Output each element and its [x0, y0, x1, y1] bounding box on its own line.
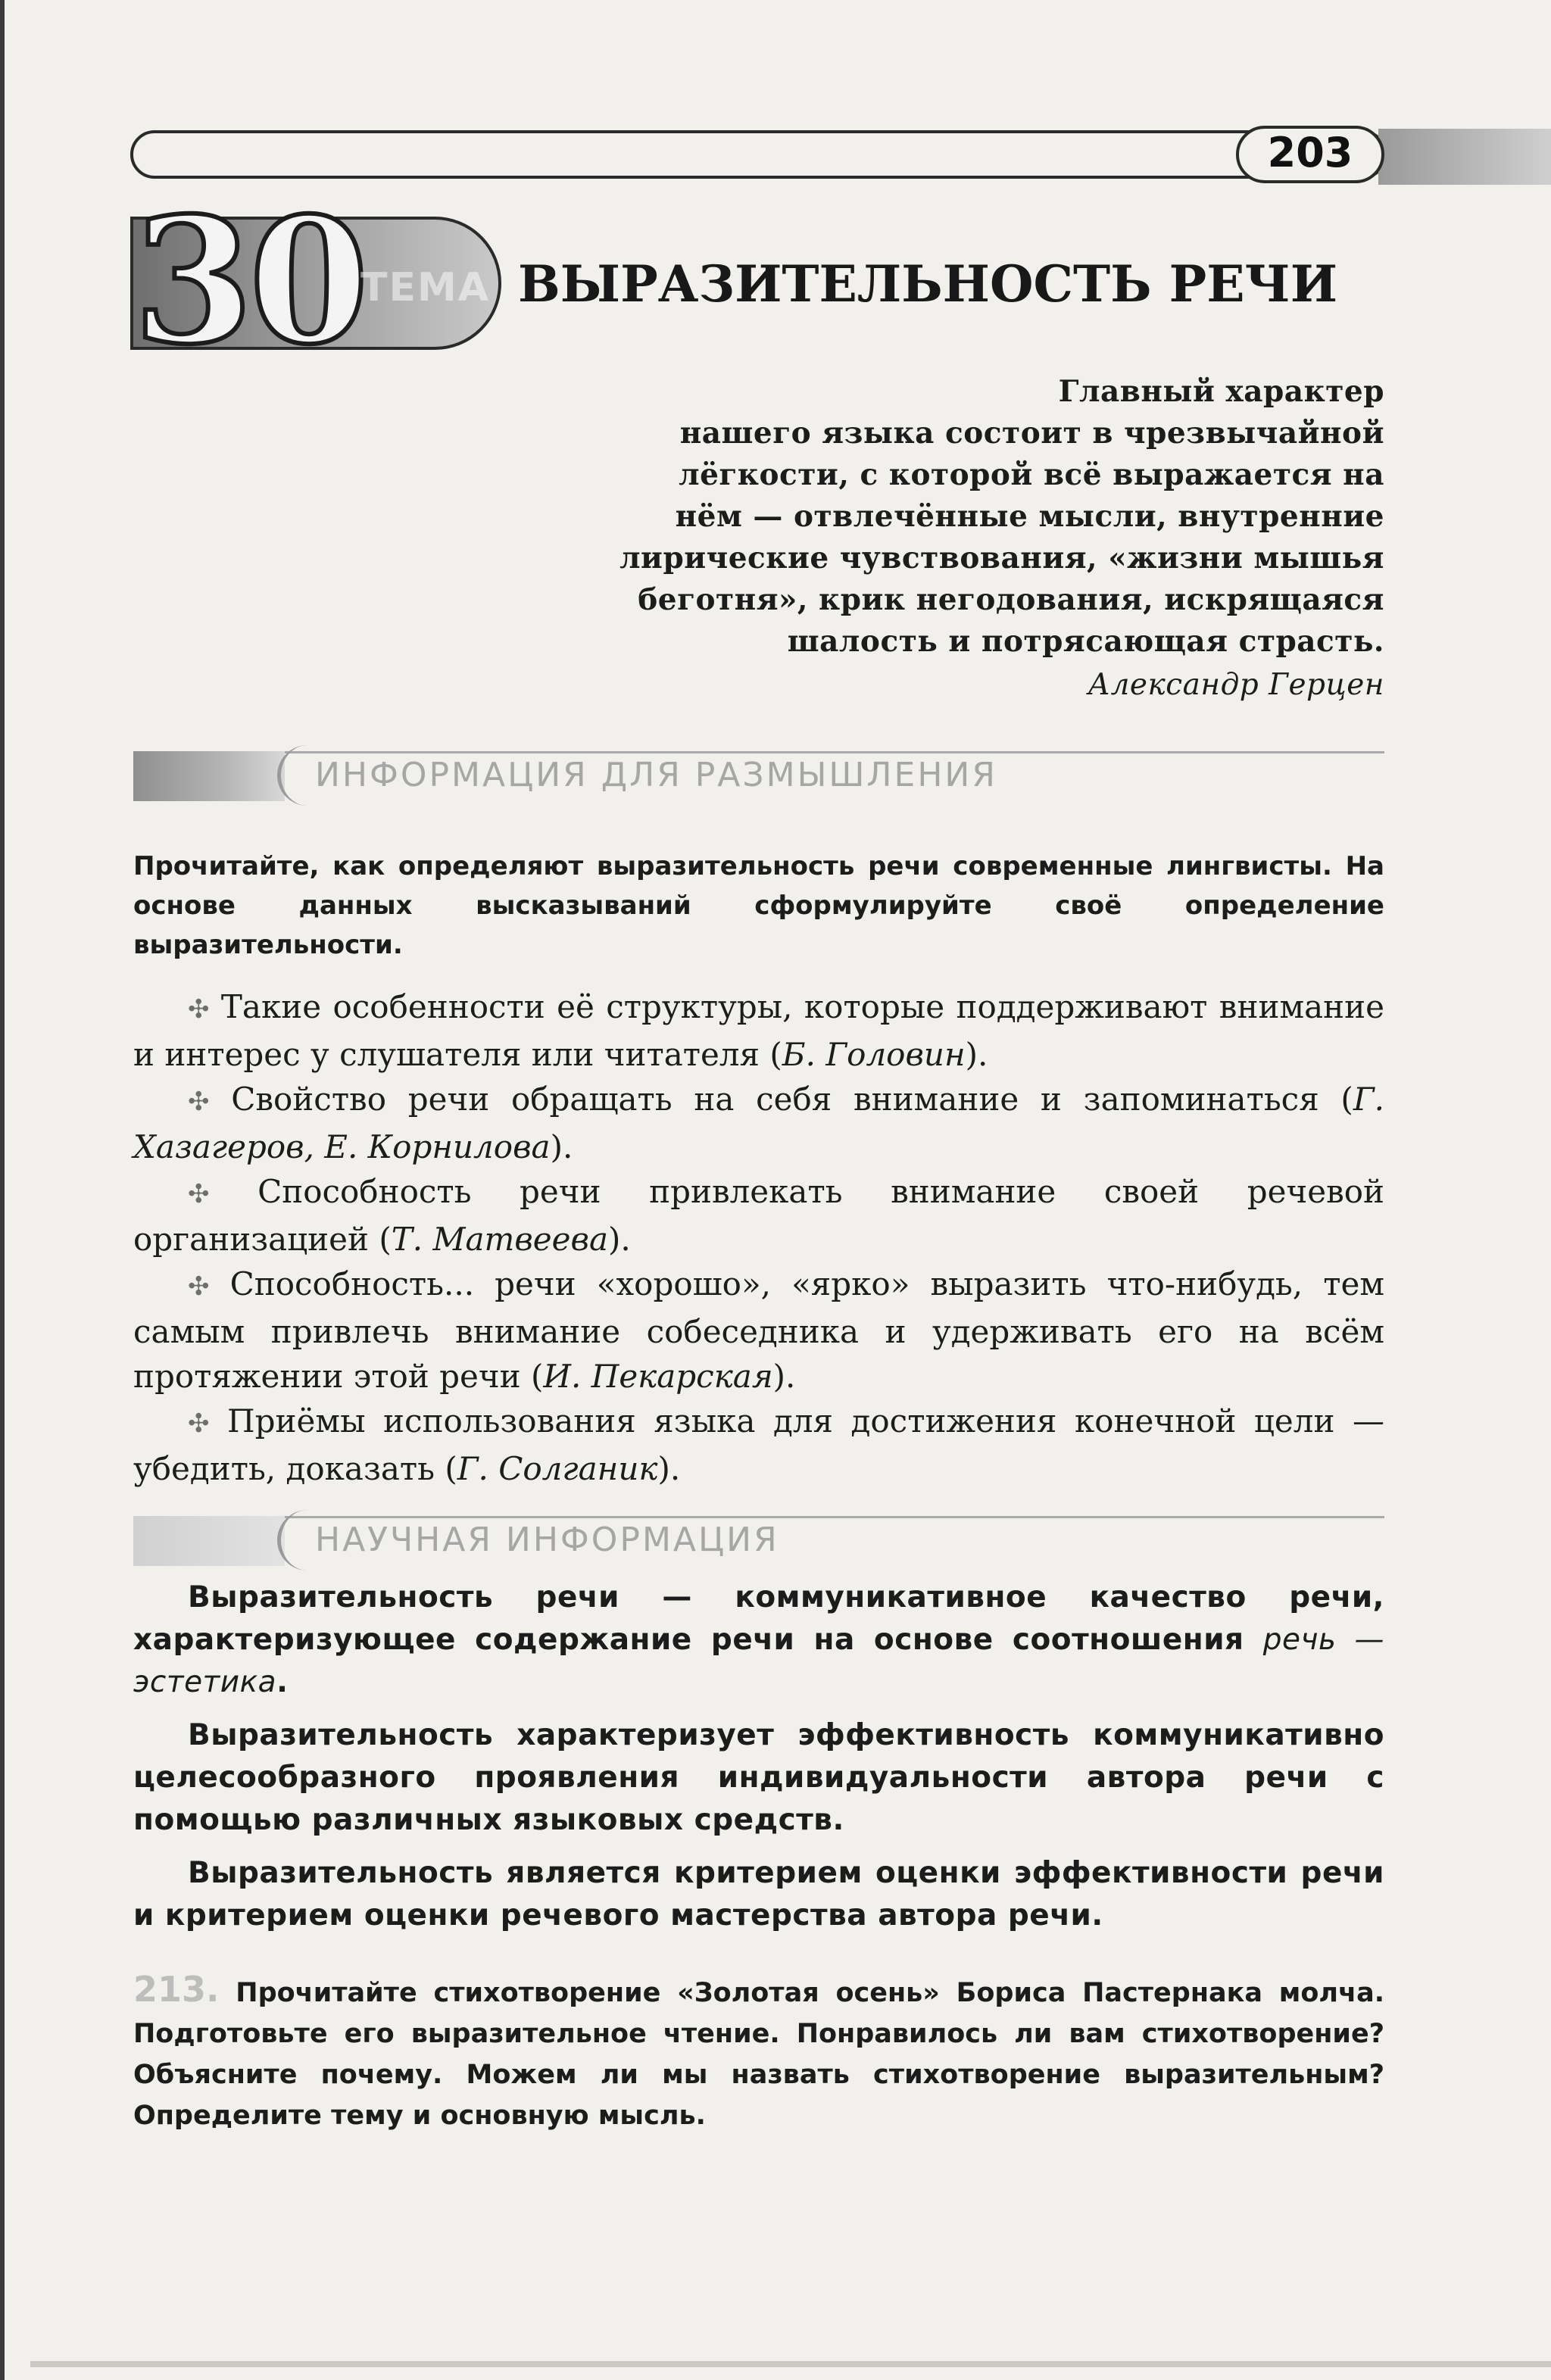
bullet-icon: ✣	[188, 1408, 210, 1439]
exercise-text: Прочитайте стихотворение «Золотая осень» Бориса Пастернака молча. Подготовьте его выразительное чтение. Понравилось ли вам стихотворение? Объясните почему. Можем ли мы назвать стихотворение выразительным? Определите тему и основную мысль.	[133, 1978, 1385, 2131]
epigraph-line: беготня», крик негодования, искрящаяся	[638, 582, 1384, 617]
bullet-icon: ✣	[188, 994, 210, 1025]
source-name: Б. Головин	[782, 1036, 966, 1073]
scientific-info	[133, 1577, 1384, 1948]
source-name: И. Пекарская	[543, 1358, 773, 1395]
epigraph-line: шалость и потрясающая страсть.	[787, 624, 1384, 659]
definition-item: ✣ Способность речи привлекать внимание своей речевой организацией (Т. Матвеева).	[133, 1173, 1384, 1258]
header-corner-shade	[1378, 129, 1551, 185]
page-number: 203	[1236, 126, 1384, 183]
section-header-reflection	[133, 751, 1384, 801]
source-name: Г. Хазагеров, Е. Корнилова	[133, 1081, 1384, 1165]
definition-item: ✣ Приёмы использования языка для достижения конечной цели — убедить, доказать (Г. Солганик).	[133, 1402, 1384, 1487]
page-spine-edge	[0, 0, 5, 2380]
epigraph-line: лирические чувствования, «жизни мышья	[619, 541, 1384, 576]
sci-paragraph: Выразительность характеризует эффективность коммуникативно целесообразного проявления индивидуальности автора речи с помощью различных языковых средств.	[133, 1718, 1384, 1837]
bullet-icon: ✣	[188, 1271, 210, 1302]
sci-paragraph: Выразительность является критерием оценки эффективности речи и критерием оценки речевого мастерства автора речи.	[133, 1856, 1384, 1932]
sci-italic: речь — эстетика	[133, 1623, 1384, 1699]
sci-paragraph: Выразительность речи — коммуникативное качество речи, характеризующее содержание речи на основе соотношения речь — эстетика.	[133, 1580, 1384, 1699]
bullet-icon: ✣	[188, 1179, 210, 1209]
page-bottom-edge	[30, 2361, 1551, 2367]
topic-title: ВЫРАЗИТЕЛЬНОСТЬ РЕЧИ	[518, 254, 1338, 313]
epigraph-author: Александр Герцен	[1088, 668, 1384, 702]
source-name: Т. Матвеева	[391, 1221, 608, 1258]
exercise-213	[133, 1969, 1384, 2136]
epigraph-line: лёгкости, с которой всё выражается на	[679, 457, 1384, 492]
section-label: ИНФОРМАЦИЯ ДЛЯ РАЗМЫШЛЕНИЯ	[315, 756, 997, 794]
topic-word: ТЕМА	[360, 265, 490, 310]
epigraph	[530, 371, 1384, 706]
section-header-scientific	[133, 1516, 1384, 1566]
header-frame	[130, 130, 1387, 179]
definition-list	[133, 984, 1384, 1491]
definition-item: ✣ Способность... речи «хорошо», «ярко» выразить что-нибудь, тем самым привлечь внимание собеседника и удерживать его на всём протяжении этой речи (И. Пекарская).	[133, 1265, 1385, 1395]
source-name: Г. Солганик	[457, 1450, 658, 1487]
definition-item: ✣ Свойство речи обращать на себя внимание и запоминаться (Г. Хазагеров, Е. Корнилова).	[133, 1081, 1384, 1165]
bullet-icon: ✣	[188, 1087, 210, 1117]
epigraph-line: Главный характер	[1058, 374, 1384, 409]
exercise-number: 213.	[133, 1969, 220, 2010]
section-label: НАУЧНАЯ ИНФОРМАЦИЯ	[315, 1521, 779, 1559]
reflection-instruction: Прочитайте, как определяют выразительность речи современные лингвисты. На основе данных высказываний сформулируйте своё определение выразительности.	[133, 851, 1384, 960]
definition-item: ✣ Такие особенности её структуры, которые поддерживают внимание и интерес у слушателя или читателя (Б. Головин).	[133, 988, 1384, 1073]
epigraph-line: нашего языка состоит в чрезвычайной	[679, 416, 1384, 451]
topic-badge	[130, 179, 501, 382]
epigraph-line: нём — отвлечённые мысли, внутренние	[675, 499, 1384, 534]
section-bar-fill	[133, 751, 285, 801]
section-bar-rule	[285, 1516, 1384, 1518]
section-bar-rule	[285, 751, 1384, 753]
topic-number: 30	[133, 179, 365, 382]
section-bar-fill	[133, 1516, 285, 1566]
